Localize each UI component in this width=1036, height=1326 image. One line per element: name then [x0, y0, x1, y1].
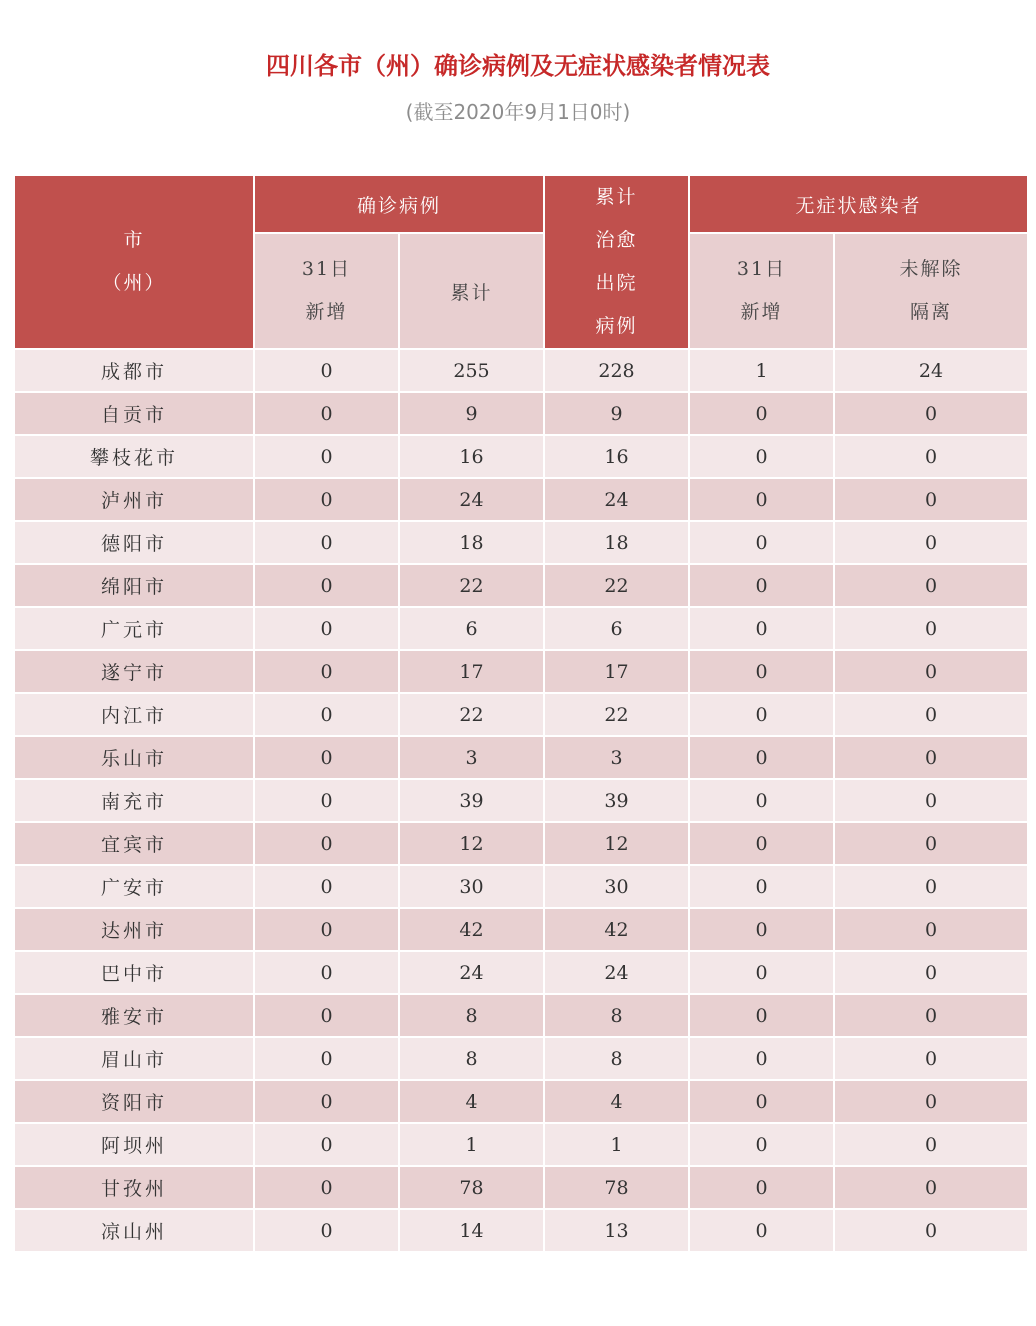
table-row: [14, 908, 1028, 951]
cell-confirmed-new: 0: [254, 822, 399, 865]
cell-asym-new: 0: [689, 1123, 834, 1166]
cell-asym-active: 0: [834, 1037, 1028, 1080]
cell-asym-active: 0: [834, 564, 1028, 607]
cell-asym-new: 0: [689, 908, 834, 951]
cell-recovered: 13: [544, 1209, 689, 1252]
header-confirmed-new-line-2: 新增: [305, 301, 348, 324]
cell-confirmed-new: 0: [254, 607, 399, 650]
table-row: [14, 736, 1028, 779]
cell-confirmed-total: 24: [399, 951, 544, 994]
cell-recovered: 9: [544, 392, 689, 435]
cell-confirmed-new: 0: [254, 779, 399, 822]
cell-city: 成都市: [14, 349, 254, 392]
cell-confirmed-new: 0: [254, 1080, 399, 1123]
cell-asym-active: 0: [834, 908, 1028, 951]
header-confirmed-group: 确诊病例: [254, 175, 544, 233]
cell-confirmed-new: 0: [254, 1209, 399, 1252]
cell-asym-active: 0: [834, 994, 1028, 1037]
cell-asym-active: 0: [834, 822, 1028, 865]
cell-asym-active: 0: [834, 1209, 1028, 1252]
table-row: [14, 693, 1028, 736]
cell-recovered: 22: [544, 564, 689, 607]
cell-asym-active: 0: [834, 951, 1028, 994]
cell-city: 德阳市: [14, 521, 254, 564]
table-row: [14, 1209, 1028, 1252]
cell-asym-new: 0: [689, 392, 834, 435]
cell-asym-new: 0: [689, 1209, 834, 1252]
cell-recovered: 42: [544, 908, 689, 951]
cell-confirmed-total: 12: [399, 822, 544, 865]
header-asym-active: [834, 233, 1028, 349]
cell-asym-new: 0: [689, 865, 834, 908]
cell-confirmed-new: 0: [254, 908, 399, 951]
table-row: [14, 822, 1028, 865]
cell-recovered: 12: [544, 822, 689, 865]
header-recovered-line-4: 病例: [595, 315, 638, 337]
cell-city: 资阳市: [14, 1080, 254, 1123]
cell-confirmed-total: 8: [399, 994, 544, 1037]
cell-recovered: 8: [544, 1037, 689, 1080]
cell-asym-active: 0: [834, 435, 1028, 478]
cell-city: 广元市: [14, 607, 254, 650]
header-recovered: [544, 175, 689, 349]
cell-confirmed-new: 0: [254, 392, 399, 435]
cell-city: 达州市: [14, 908, 254, 951]
cell-confirmed-new: 0: [254, 1166, 399, 1209]
cell-confirmed-new: 0: [254, 736, 399, 779]
cell-confirmed-total: 4: [399, 1080, 544, 1123]
page-title: 四川各市（州）确诊病例及无症状感染者情况表: [266, 52, 770, 80]
cell-confirmed-total: 3: [399, 736, 544, 779]
cell-asym-active: 0: [834, 779, 1028, 822]
cell-city: 巴中市: [14, 951, 254, 994]
cell-recovered: 30: [544, 865, 689, 908]
cell-confirmed-new: 0: [254, 1123, 399, 1166]
cell-asym-new: 0: [689, 1037, 834, 1080]
cell-recovered: 24: [544, 478, 689, 521]
cell-asym-new: 0: [689, 607, 834, 650]
cell-confirmed-total: 16: [399, 435, 544, 478]
cell-recovered: 18: [544, 521, 689, 564]
cell-asym-active: 0: [834, 521, 1028, 564]
cell-asym-new: 0: [689, 994, 834, 1037]
table-row: [14, 607, 1028, 650]
cell-confirmed-total: 1: [399, 1123, 544, 1166]
cell-confirmed-total: 42: [399, 908, 544, 951]
cell-confirmed-new: 0: [254, 435, 399, 478]
cell-confirmed-total: 6: [399, 607, 544, 650]
cell-confirmed-new: 0: [254, 693, 399, 736]
cell-asym-new: 0: [689, 693, 834, 736]
cell-recovered: 228: [544, 349, 689, 392]
page-subtitle: (截至2020年9月1日0时): [405, 100, 631, 124]
cell-confirmed-total: 30: [399, 865, 544, 908]
cell-asym-active: 0: [834, 736, 1028, 779]
header-confirmed-new: [254, 233, 399, 349]
cell-confirmed-total: 14: [399, 1209, 544, 1252]
header-asym-active-line-1: 未解除: [899, 258, 963, 281]
table-row: [14, 1037, 1028, 1080]
table-row: [14, 478, 1028, 521]
header-asymptomatic-group: 无症状感染者: [689, 175, 1028, 233]
header-asym-active-line-2: 隔离: [910, 301, 953, 324]
cell-city: 内江市: [14, 693, 254, 736]
table-row: [14, 435, 1028, 478]
cell-recovered: 6: [544, 607, 689, 650]
cell-asym-new: 0: [689, 1166, 834, 1209]
cell-confirmed-new: 0: [254, 650, 399, 693]
cell-confirmed-new: 0: [254, 349, 399, 392]
cell-confirmed-total: 22: [399, 564, 544, 607]
cell-asym-new: 0: [689, 564, 834, 607]
cell-confirmed-new: 0: [254, 521, 399, 564]
table-row: [14, 779, 1028, 822]
cell-asym-active: 0: [834, 650, 1028, 693]
header-asym-new-line-2: 新增: [740, 301, 783, 324]
cell-recovered: 17: [544, 650, 689, 693]
cell-recovered: 22: [544, 693, 689, 736]
cell-city: 凉山州: [14, 1209, 254, 1252]
cell-recovered: 8: [544, 994, 689, 1037]
header-recovered-line-2: 治愈: [595, 229, 638, 251]
cell-city: 绵阳市: [14, 564, 254, 607]
header-asym-new: [689, 233, 834, 349]
table-row: [14, 994, 1028, 1037]
cell-asym-new: 1: [689, 349, 834, 392]
cell-asym-active: 0: [834, 865, 1028, 908]
header-recovered-line-1: 累计: [595, 186, 638, 208]
cell-asym-new: 0: [689, 951, 834, 994]
cell-confirmed-total: 9: [399, 392, 544, 435]
cell-city: 甘孜州: [14, 1166, 254, 1209]
cell-asym-new: 0: [689, 779, 834, 822]
table-body: [14, 349, 1028, 1252]
cell-confirmed-total: 18: [399, 521, 544, 564]
cell-asym-active: 0: [834, 1080, 1028, 1123]
table-row: [14, 650, 1028, 693]
cell-city: 遂宁市: [14, 650, 254, 693]
cell-city: 眉山市: [14, 1037, 254, 1080]
cell-confirmed-total: 22: [399, 693, 544, 736]
cell-asym-active: 0: [834, 478, 1028, 521]
header-asym-new-line-1: 31日: [736, 258, 787, 281]
cell-asym-active: 0: [834, 1166, 1028, 1209]
cell-recovered: 78: [544, 1166, 689, 1209]
cell-confirmed-total: 17: [399, 650, 544, 693]
cell-recovered: 24: [544, 951, 689, 994]
cell-confirmed-new: 0: [254, 478, 399, 521]
cell-asym-active: 0: [834, 607, 1028, 650]
header-city: [14, 175, 254, 349]
cell-confirmed-total: 24: [399, 478, 544, 521]
cell-confirmed-new: 0: [254, 994, 399, 1037]
cell-asym-new: 0: [689, 822, 834, 865]
table-row: [14, 564, 1028, 607]
header-recovered-line-3: 出院: [595, 272, 638, 294]
header-confirmed-total: 累计: [399, 233, 544, 349]
cell-asym-active: 24: [834, 349, 1028, 392]
cell-asym-new: 0: [689, 650, 834, 693]
cell-city: 宜宾市: [14, 822, 254, 865]
cell-recovered: 4: [544, 1080, 689, 1123]
cell-city: 雅安市: [14, 994, 254, 1037]
cell-confirmed-new: 0: [254, 865, 399, 908]
table-row: [14, 1080, 1028, 1123]
table-row: [14, 521, 1028, 564]
cell-recovered: 16: [544, 435, 689, 478]
cell-recovered: 1: [544, 1123, 689, 1166]
table-row: [14, 1123, 1028, 1166]
cell-confirmed-new: 0: [254, 1037, 399, 1080]
cell-asym-new: 0: [689, 478, 834, 521]
table-row: [14, 951, 1028, 994]
cell-recovered: 39: [544, 779, 689, 822]
table-row: [14, 392, 1028, 435]
header-city-line-1: 市: [123, 229, 145, 251]
cell-asym-active: 0: [834, 1123, 1028, 1166]
cell-city: 泸州市: [14, 478, 254, 521]
cell-confirmed-new: 0: [254, 951, 399, 994]
header-city-line-2: （州）: [102, 272, 166, 294]
cell-confirmed-total: 8: [399, 1037, 544, 1080]
cell-asym-new: 0: [689, 736, 834, 779]
stats-table: [13, 174, 1029, 1253]
cell-asym-new: 0: [689, 1080, 834, 1123]
table-row: [14, 349, 1028, 392]
cell-asym-active: 0: [834, 693, 1028, 736]
cell-confirmed-new: 0: [254, 564, 399, 607]
cell-city: 南充市: [14, 779, 254, 822]
cell-city: 攀枝花市: [14, 435, 254, 478]
cell-city: 乐山市: [14, 736, 254, 779]
cell-city: 广安市: [14, 865, 254, 908]
cell-city: 自贡市: [14, 392, 254, 435]
cell-asym-active: 0: [834, 392, 1028, 435]
cell-asym-new: 0: [689, 521, 834, 564]
cell-city: 阿坝州: [14, 1123, 254, 1166]
table-row: [14, 1166, 1028, 1209]
cell-confirmed-total: 78: [399, 1166, 544, 1209]
cell-recovered: 3: [544, 736, 689, 779]
cell-asym-new: 0: [689, 435, 834, 478]
table-row: [14, 865, 1028, 908]
header-confirmed-new-line-1: 31日: [301, 258, 352, 281]
cell-confirmed-total: 255: [399, 349, 544, 392]
cell-confirmed-total: 39: [399, 779, 544, 822]
